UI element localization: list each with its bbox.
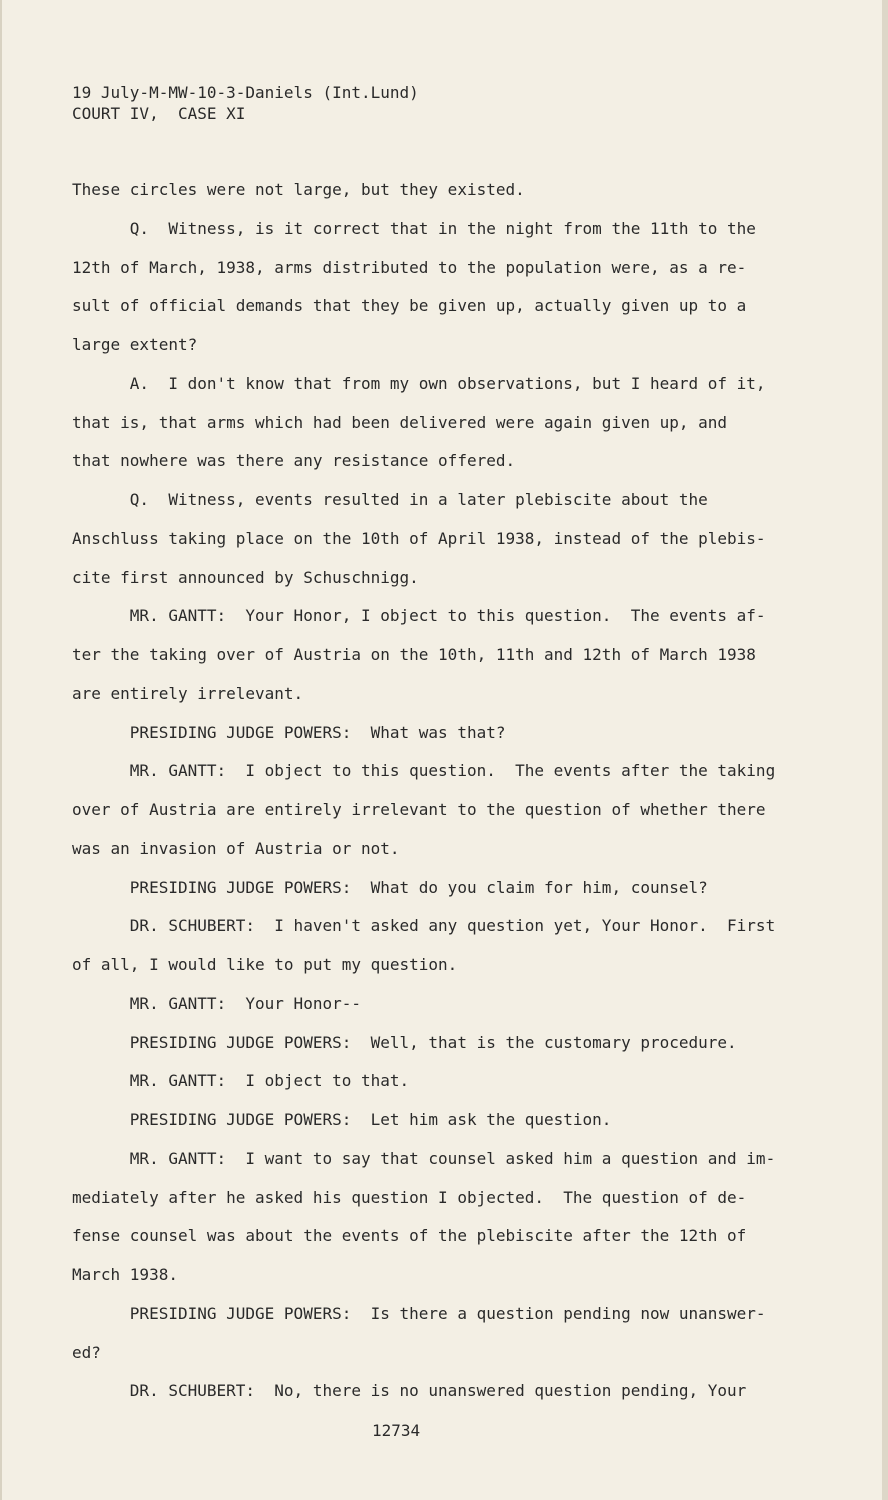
transcript-line: A. I don't know that from my own observations, but I heard of it, [72,373,766,393]
transcript-line: are entirely irrelevant. [72,683,304,703]
transcript-line: over of Austria are entirely irrelevant to the question of whether there [72,800,766,819]
transcript-line: PRESIDING JUDGE POWERS: Well, that is the customary procedure. [72,1032,737,1052]
transcript-line: that nowhere was there any resistance offered. [72,451,516,471]
transcript-line: MR. GANTT: Your Honor, I object to this question. The events af- [72,606,766,626]
transcript-line: These circles were not large, but they existed. [72,180,525,199]
transcript-line: 12th of March, 1938, arms distributed to the population were, as a re- [72,257,747,277]
transcript-line: MR. GANTT: Your Honor-- [72,993,361,1013]
transcript-line: MR. GANTT: I object to this question. The events after the taking [72,761,776,781]
transcript-line: Q. Witness, events resulted in a later plebiscite about the [72,490,708,509]
transcript-line: ter the taking over of Austria on the 10th, 11th and 12th of March 1938 [72,645,756,664]
transcript-line: PRESIDING JUDGE POWERS: What was that? [72,722,506,742]
transcript-line: sult of official demands that they be given up, actually given up to a [72,296,747,316]
transcript-line: PRESIDING JUDGE POWERS: Is there a question pending now unanswer- [72,1303,766,1323]
document-header [72,82,419,124]
transcript-line: Anschluss taking place on the 10th of April 1938, instead of the plebis- [72,528,766,548]
transcript-line: MR. GANTT: I object to that. [72,1071,410,1091]
transcript-line: cite first announced by Schuschnigg. [72,567,419,587]
transcript-line: Q. Witness, is it correct that in the night from the 11th to the [72,218,756,238]
transcript-line: March 1938. [72,1265,178,1284]
transcript-line: was an invasion of Austria or not. [72,838,400,858]
header-line-session: 19 July-M-MW-10-3-Daniels (Int.Lund) [72,83,419,102]
transcript-line: that is, that arms which had been delivered were again given up, and [72,412,728,432]
transcript-line: of all, I would like to put my question. [72,955,458,974]
page-number: 12734 [372,1421,421,1440]
transcript-line: DR. SCHUBERT: No, there is no unanswered question pending, Your [72,1381,747,1401]
transcript-line: PRESIDING JUDGE POWERS: What do you claim for him, counsel? [72,877,708,897]
transcript-line: DR. SCHUBERT: I haven't asked any question yet, Your Honor. First [72,916,776,936]
transcript-line: fense counsel was about the events of the plebiscite after the 12th of [72,1226,747,1246]
transcript-line: large extent? [72,335,198,354]
header-line-court-case: COURT IV, CASE XI [72,104,246,123]
transcript-line: ed? [72,1342,101,1362]
transcript-line: PRESIDING JUDGE POWERS: Let him ask the question. [72,1110,612,1129]
transcript-line: MR. GANTT: I want to say that counsel asked him a question and im- [72,1148,776,1168]
transcript-line: mediately after he asked his question I objected. The question of de- [72,1187,747,1207]
transcript-body [72,176,776,1416]
